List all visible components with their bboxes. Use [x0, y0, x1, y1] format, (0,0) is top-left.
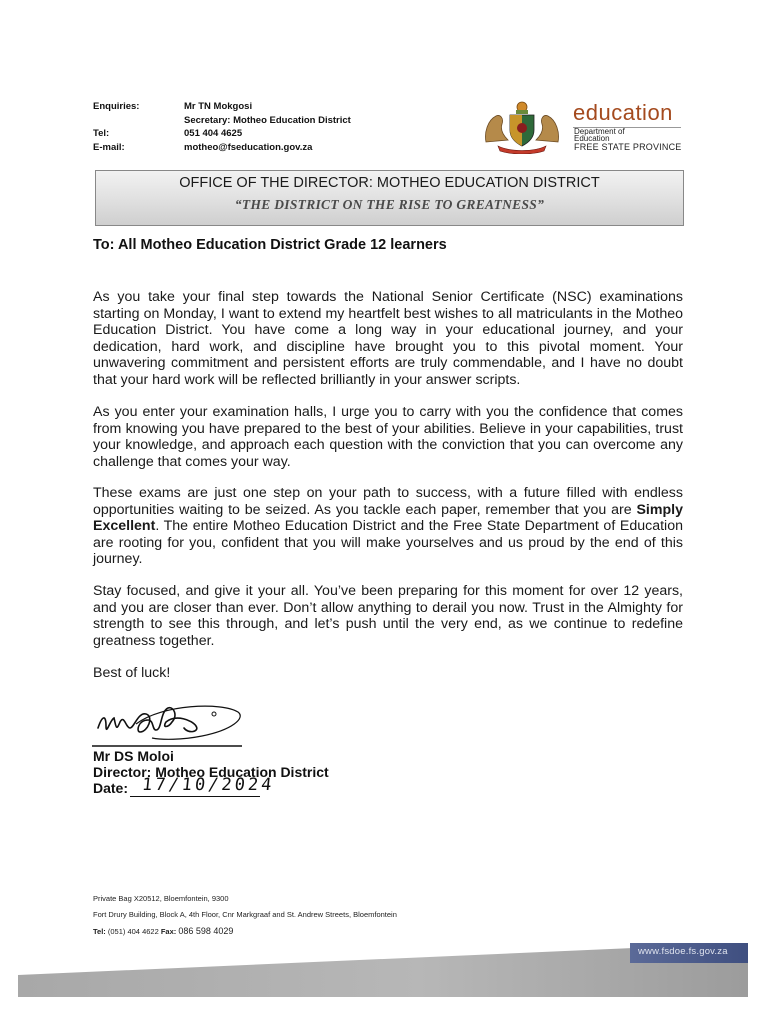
paragraph-3	[93, 485, 683, 568]
department-logo	[480, 98, 690, 158]
paragraph-3-start: These exams are just one step on your path to success, with a future filled with endless opportunities waiting to be seized. As you tackle each paper, remember that you are	[93, 485, 683, 518]
office-banner	[95, 170, 684, 226]
district-motto: “THE DISTRICT ON THE RISE TO GREATNESS”	[234, 197, 545, 212]
coat-of-arms-icon	[480, 98, 564, 154]
secretary-value: Secretary: Motheo Education District	[184, 115, 351, 126]
tel-label: Tel:	[93, 128, 110, 139]
tel-value: 051 404 4625	[184, 128, 243, 139]
enquiries-value: Mr TN Mokgosi	[184, 101, 253, 112]
footer-address-line-2: Fort Drury Building, Block A, 4th Floor, Cnr Markgraaf and St. Andrew Streets, Bloemfontein	[93, 910, 397, 919]
logo-province: FREE STATE PROVINCE	[574, 142, 682, 152]
education-wordmark: education	[573, 100, 673, 125]
footer-fax-value: 086 598 4029	[178, 926, 234, 936]
handwritten-date: 17/10/2024	[140, 775, 276, 795]
paragraph-1: As you take your final step towards the National Senior Certificate (NSC) examinations starting on Monday, I want to extend my heartfelt best wishes to all matriculants in the Motheo Education District. You have come a long way in your educational journey, and your dedication, hard work, and discipline have brought you to this pivotal moment. Your unwavering commitment and persistent efforts are truly commendable, and I have no doubt that your hard work will be reflected brilliantly in your answer scripts.	[93, 289, 683, 388]
recipient-line: To: All Motheo Education District Grade 12 learners	[93, 237, 447, 253]
enquiries-label: Enquiries:	[93, 101, 140, 112]
footer-address-line-1: Private Bag X20512, Bloemfontein, 9300	[93, 894, 229, 903]
logo-education-line: Education	[574, 134, 610, 143]
footer-stripe	[18, 943, 748, 997]
email-value: motheo@fseducation.gov.za	[184, 142, 313, 153]
handwritten-signature	[92, 698, 252, 754]
footer-contact-line	[93, 926, 233, 936]
closing-line: Best of luck!	[93, 665, 171, 681]
signatory-name: Mr DS Moloi	[93, 748, 174, 764]
office-title: OFFICE OF THE DIRECTOR: MOTHEO EDUCATION DISTRICT	[179, 175, 600, 191]
paragraph-3-end: . The entire Motheo Education District and the Free State Department of Education are rooting for you, confident that you will make yourselves and us proud by the end of this journey.	[93, 518, 683, 567]
footer-tel-label: Tel:	[93, 927, 106, 936]
website-url: www.fsdoe.fs.gov.za	[638, 946, 728, 957]
paragraph-4: Stay focused, and give it your all. You’ve been preparing for this moment for over 12 years, and you are closer than ever. Don’t allow anything to derail you now. Trust in the Almighty for strength to see this through, and let’s push until the very end, as we continue to redefine greatness together.	[93, 583, 683, 649]
footer-tel-value: (051) 404 4622	[107, 927, 159, 936]
signatory-title: Director: Motheo Education District	[93, 764, 329, 780]
date-label: Date:	[93, 780, 129, 796]
logo-dept-line: Department of	[574, 127, 625, 136]
footer-fax-label: Fax:	[160, 927, 177, 936]
date-underline	[130, 796, 260, 797]
simply-excellent-emphasis: Simply Excellent	[93, 501, 683, 534]
email-label: E-mail:	[93, 142, 125, 153]
paragraph-2: As you enter your examination halls, I urge you to carry with you the confidence that comes from knowing you have prepared to the best of your abilities. Believe in your capabilities, trust your knowledge, and approach each question with the conviction that you can overcome any challenge that comes your way.	[93, 404, 683, 470]
